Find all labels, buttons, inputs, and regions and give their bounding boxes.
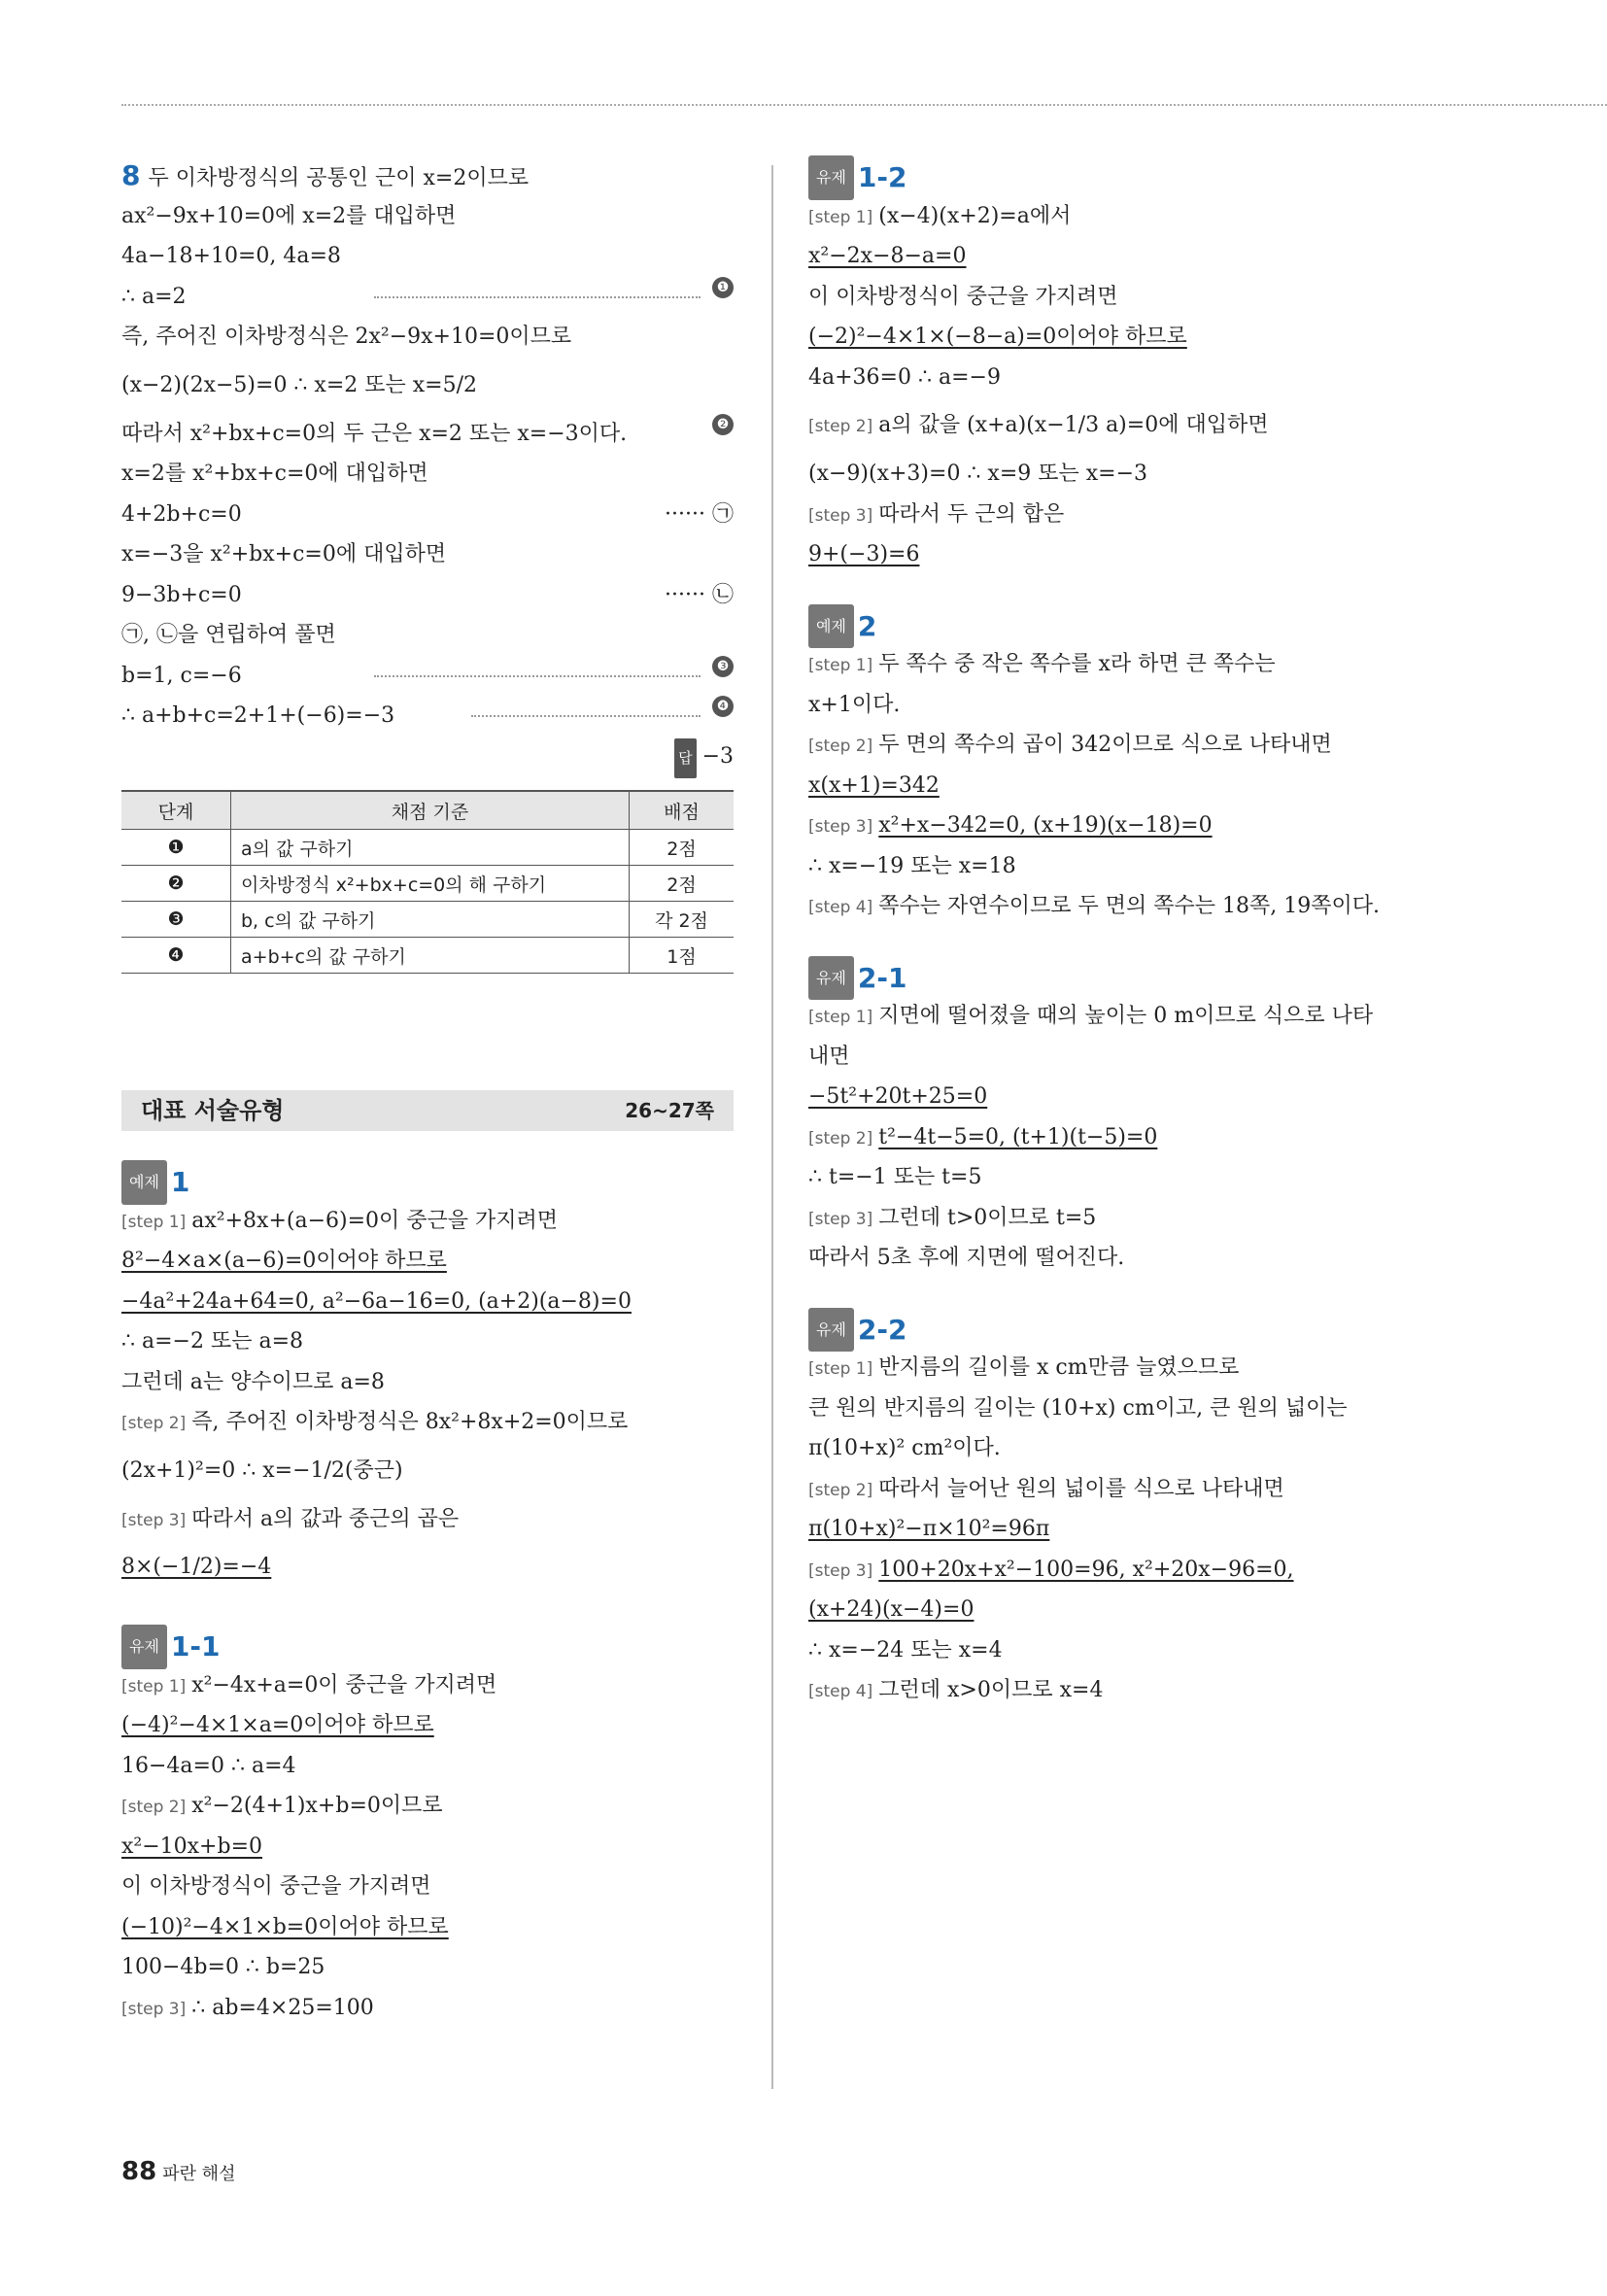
solution-line: [step 3] 따라서 a의 값과 중근의 곱은 bbox=[121, 1506, 460, 1531]
solution-line: [step 4] 그런데 x>0이므로 x=4 bbox=[808, 1678, 1104, 1702]
criteria-cell: a+b+c의 값 구하기 bbox=[231, 938, 630, 974]
solution-line: [step 3] 그런데 t>0이므로 t=5 bbox=[808, 1205, 1097, 1230]
example-number: 2-2 bbox=[857, 1313, 907, 1346]
solution-line: ∴ a=−2 또는 a=8 bbox=[121, 1329, 304, 1354]
example-heading bbox=[808, 155, 1430, 196]
problem-8-line: ∴ a+b+c=2+1+(−6)=−3 ❹ bbox=[121, 696, 734, 737]
example-heading bbox=[808, 956, 1430, 997]
left-column bbox=[121, 155, 734, 2028]
criteria-cell: 이차방정식 x²+bx+c=0의 해 구하기 bbox=[231, 866, 630, 902]
solution-line: [step 1] 지면에 떨어졌을 때의 높이는 0 m이므로 식으로 나타 bbox=[808, 1004, 1374, 1028]
problem-8-line: 4a−18+10=0, 4a=8 bbox=[121, 244, 341, 268]
column-header: 채점 기준 bbox=[231, 791, 630, 830]
column-header: 배점 bbox=[630, 791, 735, 830]
solution-line: π(10+x)²−π×10²=96π bbox=[808, 1517, 1050, 1541]
leader-dots bbox=[374, 296, 701, 298]
solution-line: π(10+x)² cm²이다. bbox=[808, 1436, 1001, 1460]
problem-8-line: ∴ a=2 ❶ bbox=[121, 277, 734, 318]
solution-line: ∴ x=−19 또는 x=18 bbox=[808, 853, 1016, 878]
solution-line: 이 이차방정식이 중근을 가지려면 bbox=[121, 1874, 431, 1899]
step-cell: ❶ bbox=[121, 830, 231, 866]
example-tag: 유제 bbox=[808, 1308, 854, 1353]
equation-ref-ga: ······ ㉠ bbox=[665, 501, 734, 527]
solution-line: x+1이다. bbox=[808, 692, 901, 717]
solution-line: 따라서 5초 후에 지면에 떨어진다. bbox=[808, 1246, 1125, 1270]
solution-line: 4a+36=0 ∴ a=−9 bbox=[808, 364, 1001, 390]
step-mark-4: ❹ bbox=[712, 696, 734, 717]
example-number: 2 bbox=[857, 609, 877, 642]
table-row bbox=[121, 866, 734, 902]
example-number: 1-2 bbox=[857, 161, 907, 193]
table-row bbox=[121, 830, 734, 866]
problem-8-line: x=2를 x²+bx+c=0에 대입하면 bbox=[121, 462, 428, 486]
criteria-cell: a의 값 구하기 bbox=[231, 830, 630, 866]
solution-line: [step 1] ax²+8x+(a−6)=0이 중근을 가지려면 bbox=[121, 1208, 559, 1233]
criteria-cell: b, c의 값 구하기 bbox=[231, 902, 630, 938]
solution-line: [step 1] 반지름의 길이를 x cm만큼 늘였으므로 bbox=[808, 1355, 1240, 1380]
solution-line: [step 2] 두 면의 쪽수의 곱이 342이므로 식으로 나타내면 bbox=[808, 733, 1332, 757]
section-pages: 26~27쪽 bbox=[625, 1099, 714, 1122]
example-number: 1-1 bbox=[170, 1630, 221, 1662]
column-header: 단계 bbox=[121, 791, 231, 830]
score-cell: 각 2점 bbox=[630, 902, 735, 938]
table-row bbox=[121, 902, 734, 938]
example-heading bbox=[121, 1625, 734, 1665]
example-number: 1 bbox=[170, 1166, 190, 1198]
solution-line: [step 1] (x−4)(x+2)=a에서 bbox=[808, 203, 1072, 228]
problem-8-line: 4+2b+c=0 ······ ㉠ bbox=[121, 495, 734, 535]
step-cell: ❹ bbox=[121, 938, 231, 974]
solution-line: [step 2] 즉, 주어진 이차방정식은 8x²+8x+2=0이므로 bbox=[121, 1410, 629, 1434]
solution-line: [step 1] 두 쪽수 중 작은 쪽수를 x라 하면 큰 쪽수는 bbox=[808, 652, 1276, 676]
step-mark-3: ❸ bbox=[712, 656, 734, 677]
score-cell: 2점 bbox=[630, 830, 735, 866]
footer-title: 파란 해설 bbox=[162, 2164, 236, 2184]
example-heading bbox=[808, 604, 1430, 645]
solution-line: 9+(−3)=6 bbox=[808, 542, 920, 566]
example-heading bbox=[808, 1308, 1430, 1349]
table-row bbox=[121, 938, 734, 974]
solution-line: [step 4] 쪽수는 자연수이므로 두 면의 쪽수는 18쪽, 19쪽이다. bbox=[808, 894, 1380, 918]
score-cell: 2점 bbox=[630, 866, 735, 902]
step-cell: ❸ bbox=[121, 902, 231, 938]
example-heading bbox=[121, 1160, 734, 1201]
solution-line: 큰 원의 반지름의 길이는 (10+x) cm이고, 큰 원의 넓이는 bbox=[808, 1395, 1348, 1421]
solution-line: [step 3] 따라서 두 근의 합은 bbox=[808, 501, 1065, 527]
answer-label: 답 bbox=[674, 738, 697, 779]
problem-8-line: ax²−9x+10=0에 x=2를 대입하면 bbox=[121, 203, 457, 228]
top-dotted-rule bbox=[121, 104, 1607, 106]
solution-line: [step 2] x²−2(4+1)x+b=0이므로 bbox=[121, 1794, 443, 1818]
solution-line: 8²−4×a×(a−6)=0이어야 하므로 bbox=[121, 1249, 447, 1273]
problem-8-line: b=1, c=−6 ❸ bbox=[121, 656, 734, 697]
solution-line: ∴ x=−24 또는 x=4 bbox=[808, 1637, 1003, 1662]
problem-8-line: (x−2)(2x−5)=0 ∴ x=2 또는 x=5/2 bbox=[121, 372, 477, 397]
problem-8-line: 따라서 x²+bx+c=0의 두 근은 x=2 또는 x=−3이다. ❷ bbox=[121, 414, 734, 455]
solution-line: x²−2x−8−a=0 bbox=[808, 244, 967, 268]
solution-line: [step 3] x²+x−342=0, (x+19)(x−18)=0 bbox=[808, 813, 1213, 838]
solution-line: (x−9)(x+3)=0 ∴ x=9 또는 x=−3 bbox=[808, 462, 1148, 486]
problem-8-line: 9−3b+c=0 ······ ㉡ bbox=[121, 575, 734, 616]
answer-value: −3 bbox=[701, 743, 734, 769]
solution-line: (−2)²−4×1×(−8−a)=0이어야 하므로 bbox=[808, 325, 1187, 349]
solution-line: 내면 bbox=[808, 1044, 850, 1069]
step-cell: ❷ bbox=[121, 866, 231, 902]
section-header bbox=[121, 1090, 734, 1131]
example-tag: 유제 bbox=[121, 1625, 167, 1669]
problem-8-line: 즉, 주어진 이차방정식은 2x²−9x+10=0이므로 bbox=[121, 325, 572, 349]
solution-line: [step 3] 100+20x+x²−100=96, x²+20x−96=0, bbox=[808, 1557, 1294, 1582]
solution-line: [step 1] x²−4x+a=0이 중근을 가지려면 bbox=[121, 1672, 497, 1697]
solution-line: x(x+1)=342 bbox=[808, 772, 940, 798]
solution-line: [step 3] ∴ ab=4×25=100 bbox=[121, 1995, 374, 2020]
solution-line: 100−4b=0 ∴ b=25 bbox=[121, 1955, 325, 1979]
step-mark-2: ❷ bbox=[712, 414, 734, 435]
example-tag: 예제 bbox=[808, 604, 854, 649]
solution-line: [step 2] t²−4t−5=0, (t+1)(t−5)=0 bbox=[808, 1124, 1158, 1149]
leader-dots bbox=[374, 675, 701, 677]
score-cell: 1점 bbox=[630, 938, 735, 974]
solution-line: [step 2] a의 값을 (x+a)(x−1/3 a)=0에 대입하면 bbox=[808, 413, 1269, 437]
page-number: 88 bbox=[121, 2157, 157, 2186]
solution-line: −4a²+24a+64=0, a²−6a−16=0, (a+2)(a−8)=0 bbox=[121, 1288, 632, 1314]
problem-number: 8 bbox=[121, 159, 141, 191]
equation-ref-na: ······ ㉡ bbox=[665, 582, 734, 607]
example-tag: 예제 bbox=[121, 1160, 167, 1205]
step-mark-1: ❶ bbox=[712, 277, 734, 298]
solution-line: −5t²+20t+25=0 bbox=[808, 1084, 988, 1109]
problem-8-line: ㉠, ㉡을 연립하여 풀면 bbox=[121, 623, 336, 647]
solution-line: (−4)²−4×1×a=0이어야 하므로 bbox=[121, 1713, 434, 1737]
example-number: 2-1 bbox=[857, 961, 907, 994]
example-tag: 유제 bbox=[808, 956, 854, 1001]
solution-line: 이 이차방정식이 중근을 가지려면 bbox=[808, 284, 1118, 309]
solution-line: 그런데 a는 양수이므로 a=8 bbox=[121, 1369, 385, 1394]
table-header-row bbox=[121, 791, 734, 830]
solution-line: (x+24)(x−4)=0 bbox=[808, 1597, 974, 1622]
example-tag: 유제 bbox=[808, 155, 854, 200]
answer-line bbox=[121, 737, 734, 777]
right-column bbox=[808, 155, 1430, 1711]
solution-line: 16−4a=0 ∴ a=4 bbox=[121, 1753, 296, 1778]
scoring-table bbox=[121, 790, 734, 974]
section-title: 대표 서술유형 bbox=[141, 1097, 285, 1124]
leader-dots bbox=[471, 715, 701, 717]
solution-line: (2x+1)²=0 ∴ x=−1/2(중근) bbox=[121, 1457, 403, 1483]
solution-line: ∴ t=−1 또는 t=5 bbox=[808, 1165, 982, 1189]
solution-line: x²−10x+b=0 bbox=[121, 1833, 263, 1859]
solution-line: 8×(−1/2)=−4 bbox=[121, 1555, 272, 1579]
solution-line: (−10)²−4×1×b=0이어야 하므로 bbox=[121, 1914, 449, 1939]
page-footer bbox=[121, 2157, 235, 2186]
problem-8-line: x=−3을 x²+bx+c=0에 대입하면 bbox=[121, 542, 447, 566]
problem-8-line: 8 두 이차방정식의 공통인 근이 x=2이므로 bbox=[121, 159, 530, 191]
solution-line: [step 2] 따라서 늘어난 원의 넓이를 식으로 나타내면 bbox=[808, 1476, 1284, 1501]
column-divider bbox=[771, 165, 773, 2089]
